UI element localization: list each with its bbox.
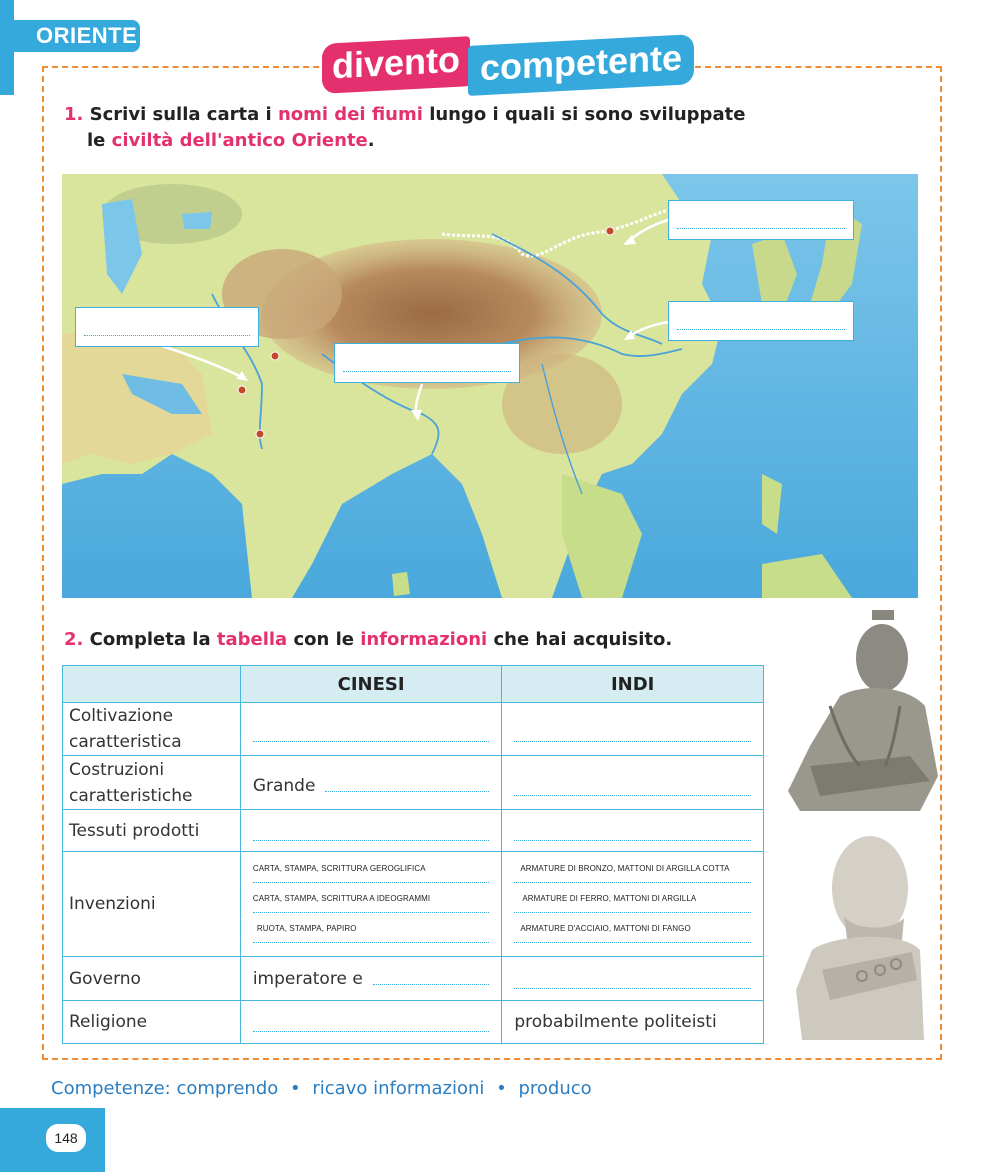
answer-cell[interactable]	[502, 1001, 764, 1044]
bullet-separator: •	[290, 1078, 301, 1099]
river-answer-box-yangtze[interactable]	[668, 301, 854, 341]
competency-item: ricavo informazioni	[312, 1078, 485, 1099]
table-corner-header	[63, 666, 241, 703]
instruction-highlight: informazioni	[360, 629, 488, 650]
indus-priest-king-statue-image	[792, 830, 932, 1048]
option-text: CARTA, STAMPA, SCRITTURA A IDEOGRAMMI	[252, 894, 431, 903]
instruction-text: lungo i quali si sono sviluppate	[422, 104, 746, 125]
instruction-text: le	[87, 130, 112, 151]
answer-cell[interactable]	[240, 1001, 502, 1044]
answer-cell[interactable]	[502, 810, 764, 852]
header-cinesi: CINESI	[240, 666, 502, 703]
option-line[interactable]	[514, 889, 751, 919]
row-label-religione: Religione	[63, 1001, 241, 1044]
exercise-1-instruction	[64, 102, 745, 154]
instruction-text: .	[367, 130, 375, 151]
table-row	[63, 957, 764, 1001]
title-part-2: competente	[468, 34, 694, 96]
instruction-text: Completa la	[89, 629, 217, 650]
instruction-text: che hai acquisito.	[487, 629, 673, 650]
answer-cell[interactable]	[240, 957, 502, 1001]
table-row	[63, 810, 764, 852]
asia-map	[62, 174, 918, 598]
river-answer-box-huang-he[interactable]	[668, 200, 854, 240]
table-row	[63, 852, 764, 957]
option-text: ARMATURE D'ACCIAIO, MATTONI DI FANGO	[520, 924, 691, 933]
row-label-tessuti: Tessuti prodotti	[63, 810, 241, 852]
row-label-costruzioni: Costruzioni caratteristiche	[63, 756, 241, 810]
option-line[interactable]	[253, 889, 490, 919]
row-label-invenzioni: Invenzioni	[63, 852, 241, 957]
page-number: 148	[44, 1122, 88, 1154]
row-label-coltivazione: Coltivazione caratteristica	[63, 703, 241, 756]
instruction-text: Scrivi sulla carta i	[89, 104, 278, 125]
table-row	[63, 756, 764, 810]
option-text: CARTA, STAMPA, SCRITTURA GEROGLIFICA	[252, 864, 426, 873]
river-answer-box-indus[interactable]	[75, 307, 259, 347]
instruction-highlight: tabella	[216, 629, 288, 650]
invenzioni-cinesi-cell	[240, 852, 502, 957]
river-answer-box-ganges[interactable]	[334, 343, 520, 383]
exercise-2-number: 2.	[64, 629, 84, 650]
left-color-strip	[0, 0, 14, 95]
competency-item: produco	[518, 1078, 592, 1099]
answer-cell[interactable]	[502, 957, 764, 1001]
table-row	[63, 703, 764, 756]
prefilled-text: probabilmente politeisti	[514, 1012, 717, 1032]
competencies-line	[51, 1078, 592, 1099]
title-part-1: divento	[322, 36, 470, 94]
competency-item: comprendo	[176, 1078, 279, 1099]
exercise-2-instruction	[64, 627, 672, 653]
instruction-highlight: civiltà dell'antico Oriente	[111, 130, 368, 151]
section-tab: ORIENTE	[14, 20, 140, 52]
competencies-label: Competenze:	[51, 1078, 171, 1099]
page-title	[322, 36, 694, 94]
civilizations-table	[62, 665, 764, 1044]
option-line[interactable]	[514, 919, 751, 949]
bullet-separator: •	[496, 1078, 507, 1099]
option-text: RUOTA, STAMPA, PAPIRO	[256, 924, 357, 933]
instruction-highlight: nomi dei fiumi	[277, 104, 423, 125]
answer-cell[interactable]	[502, 703, 764, 756]
option-line[interactable]	[253, 919, 490, 949]
header-indi: INDI	[502, 666, 764, 703]
answer-cell[interactable]	[240, 703, 502, 756]
option-text: ARMATURE DI BRONZO, MATTONI DI ARGILLA COTTA	[520, 864, 730, 873]
exercise-1-number: 1.	[64, 104, 84, 125]
table-row	[63, 1001, 764, 1044]
invenzioni-indi-cell	[502, 852, 764, 957]
answer-cell[interactable]	[240, 756, 502, 810]
row-label-governo: Governo	[63, 957, 241, 1001]
answer-cell[interactable]	[240, 810, 502, 852]
option-line[interactable]	[514, 859, 751, 889]
instruction-text: con le	[287, 629, 361, 650]
answer-cell[interactable]	[502, 756, 764, 810]
chinese-scribe-statue-image	[780, 606, 942, 816]
prefilled-text: Grande	[252, 775, 316, 796]
option-line[interactable]	[253, 859, 490, 889]
prefilled-text: imperatore e	[252, 968, 363, 989]
option-text: ARMATURE DI FERRO, MATTONI DI ARGILLA	[522, 894, 697, 903]
